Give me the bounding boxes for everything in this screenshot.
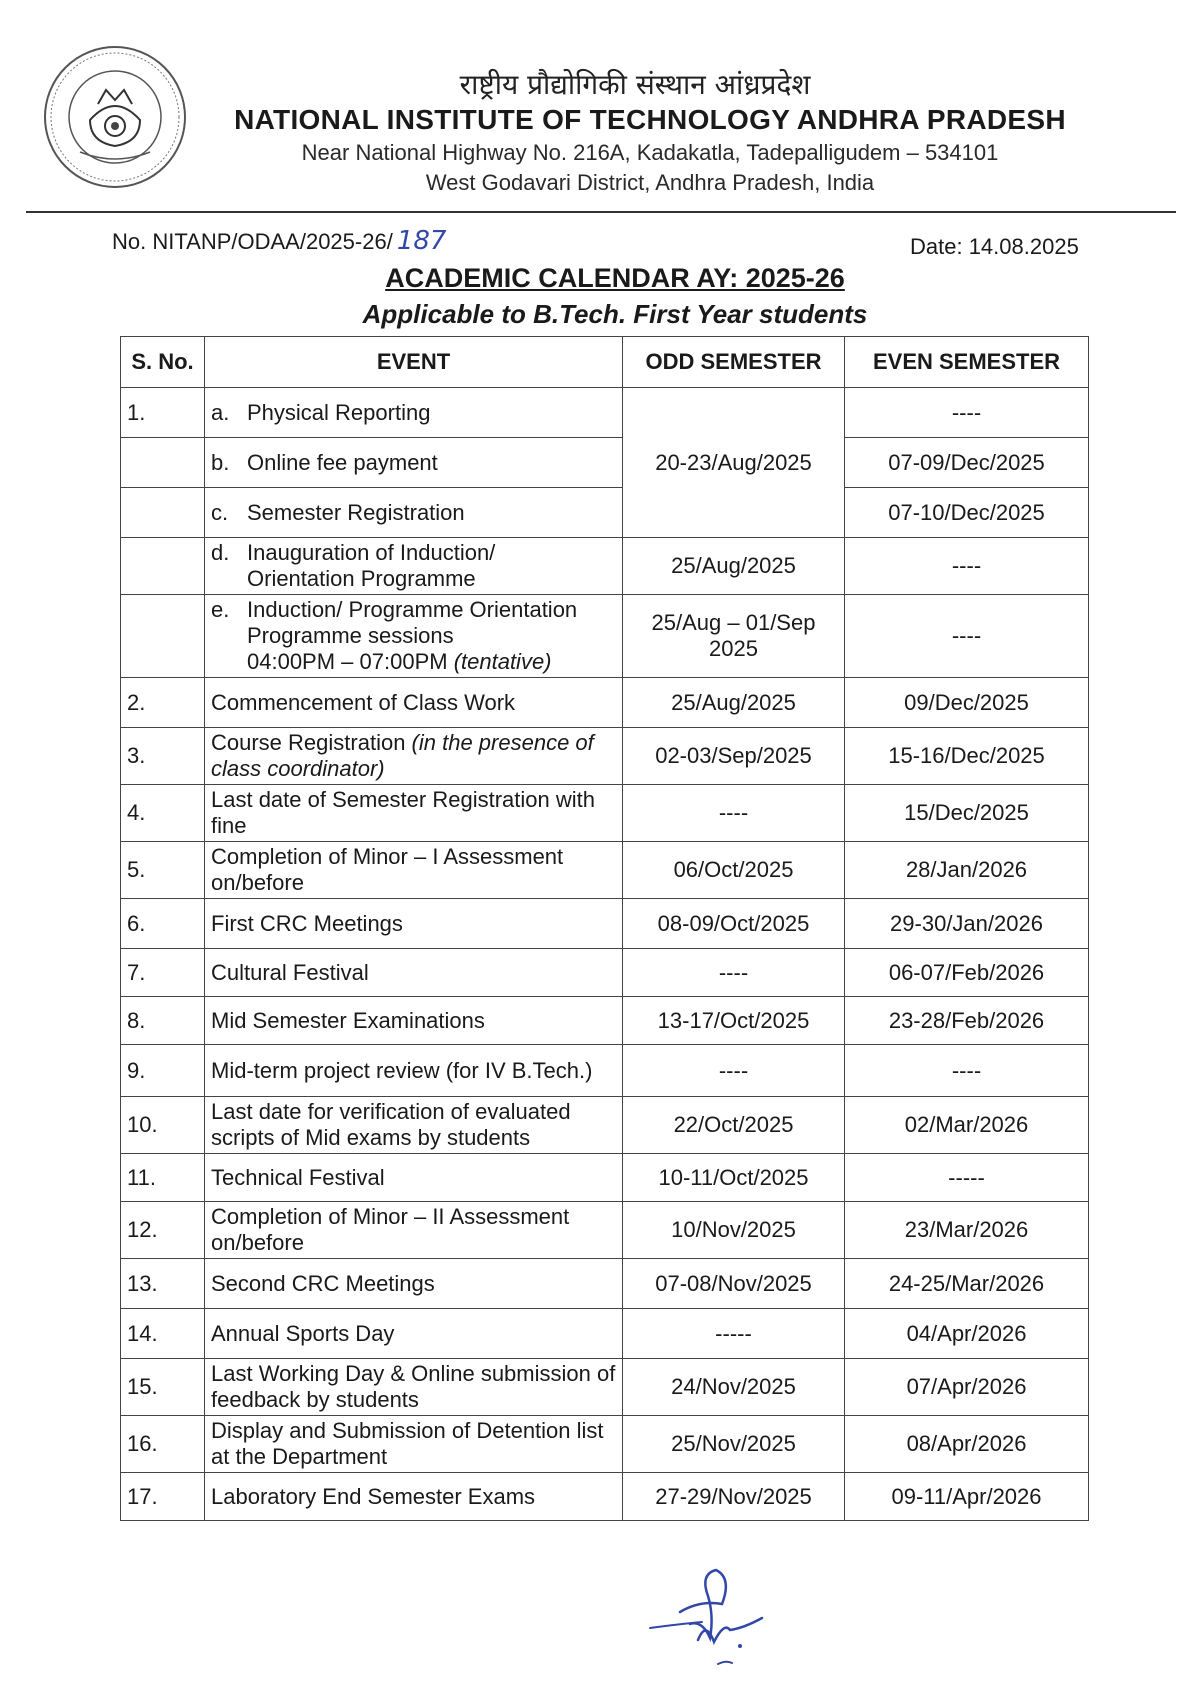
row-event <box>205 1309 623 1359</box>
table-row <box>121 899 1089 949</box>
row-even-date: 15-16/Dec/2025 <box>845 728 1089 785</box>
row-event <box>205 388 623 438</box>
institute-name-hindi: राष्ट्रीय प्रौद्योगिकी संस्थान आंध्रप्रदेश <box>459 68 811 101</box>
row-event <box>205 678 623 728</box>
sub-item-letter: c. <box>211 499 229 525</box>
event-text: Completion of Minor – I Assessment on/before <box>211 844 564 895</box>
event-text: Second CRC Meetings <box>211 1270 435 1296</box>
event-text: Completion of Minor – II Assessment on/before <box>211 1204 570 1255</box>
row-event <box>205 1202 623 1259</box>
row-even-date: 29-30/Jan/2026 <box>845 899 1089 949</box>
reference-handwritten-number: 187 <box>396 226 447 256</box>
table-row <box>121 1097 1089 1154</box>
event-text: Mid Semester Examinations <box>211 1007 485 1033</box>
row-event <box>205 1045 623 1097</box>
row-odd-date: 25/Aug/2025 <box>623 538 845 595</box>
event-text-line: Orientation Programme <box>247 566 476 591</box>
table-row <box>121 388 1089 438</box>
row-even-date: 09/Dec/2025 <box>845 678 1089 728</box>
row-even-date: 07/Apr/2026 <box>845 1359 1089 1416</box>
row-event <box>205 728 623 785</box>
row-event <box>205 1473 623 1521</box>
institute-seal-logo <box>40 42 190 192</box>
row-even-date: ---- <box>845 538 1089 595</box>
row-even-date: 07-09/Dec/2025 <box>845 438 1089 488</box>
row-odd-date: 08-09/Oct/2025 <box>623 899 845 949</box>
sub-item-letter: e. <box>211 597 230 622</box>
table-row <box>121 1416 1089 1473</box>
row-sno: 16. <box>121 1416 205 1473</box>
event-text: Technical Festival <box>211 1164 385 1190</box>
event-text: Course Registration <box>211 730 412 755</box>
event-text: Annual Sports Day <box>211 1320 395 1346</box>
table-row <box>121 949 1089 997</box>
row-event <box>205 488 623 538</box>
row-odd-date: 10-11/Oct/2025 <box>623 1154 845 1202</box>
row-odd-date: 13-17/Oct/2025 <box>623 997 845 1045</box>
table-row <box>121 728 1089 785</box>
address-line-1: Near National Highway No. 216A, Kadakatla, Tadepalligudem – 534101 <box>301 140 999 165</box>
event-text: Online fee payment <box>247 449 438 475</box>
row-sno: 7. <box>121 949 205 997</box>
row-sno <box>121 538 205 595</box>
row-odd-date: ---- <box>623 785 845 842</box>
row-even-date: 08/Apr/2026 <box>845 1416 1089 1473</box>
academic-calendar-table <box>120 336 1089 1521</box>
row-even-date: 23/Mar/2026 <box>845 1202 1089 1259</box>
table-row <box>121 842 1089 899</box>
row-even-date: 06-07/Feb/2026 <box>845 949 1089 997</box>
address-line-2: West Godavari District, Andhra Pradesh, India <box>425 170 875 195</box>
event-text-italic: (tentative) <box>453 649 552 674</box>
table-row <box>121 1473 1089 1521</box>
row-sno <box>121 438 205 488</box>
row-event <box>205 1154 623 1202</box>
row-sno: 3. <box>121 728 205 785</box>
row-odd-date: ---- <box>623 949 845 997</box>
row-sno: 12. <box>121 1202 205 1259</box>
header-divider <box>26 211 1176 213</box>
row-even-date: 24-25/Mar/2026 <box>845 1259 1089 1309</box>
event-text-line: 04:00PM – 07:00PM <box>247 649 454 674</box>
event-text: Last date for verification of evaluated scripts of Mid exams by students <box>211 1099 571 1150</box>
table-row <box>121 488 1089 538</box>
row-event <box>205 595 623 678</box>
event-text: Display and Submission of Detention list at the Department <box>211 1418 604 1469</box>
institute-name: NATIONAL INSTITUTE OF TECHNOLOGY ANDHRA PRADESH <box>234 104 1066 135</box>
letterhead <box>200 68 1100 198</box>
header-event: EVENT <box>205 337 623 388</box>
row-odd-date: 25/Nov/2025 <box>623 1416 845 1473</box>
row-sno: 6. <box>121 899 205 949</box>
table-header-row <box>121 337 1089 388</box>
row-odd-date: 07-08/Nov/2025 <box>623 1259 845 1309</box>
row-sno: 5. <box>121 842 205 899</box>
row-sno: 1. <box>121 388 205 438</box>
row-even-date: ---- <box>845 595 1089 678</box>
date-line: 2025 <box>709 636 758 661</box>
row-event <box>205 949 623 997</box>
document-date: Date: 14.08.2025 <box>910 234 1079 259</box>
row-even-date: 15/Dec/2025 <box>845 785 1089 842</box>
row-even-date: 02/Mar/2026 <box>845 1097 1089 1154</box>
row-sno <box>121 488 205 538</box>
table-row <box>121 595 1089 678</box>
event-text-line: Programme sessions <box>247 623 454 648</box>
date-line: 25/Aug – 01/Sep <box>651 610 816 635</box>
row-even-date: ----- <box>845 1154 1089 1202</box>
table-row <box>121 997 1089 1045</box>
row-odd-date: 25/Aug/2025 <box>623 678 845 728</box>
event-text: Semester Registration <box>247 499 465 525</box>
event-text: Mid-term project review (for IV B.Tech.) <box>211 1057 593 1083</box>
event-text: Laboratory End Semester Exams <box>211 1483 536 1509</box>
table-row <box>121 1259 1089 1309</box>
table-row <box>121 1309 1089 1359</box>
row-odd-date <box>623 595 845 678</box>
row-sno: 2. <box>121 678 205 728</box>
table-row <box>121 538 1089 595</box>
row-event <box>205 538 623 595</box>
table-row <box>121 678 1089 728</box>
reference-prefix: No. NITANP/ODAA/2025-26/ <box>112 229 393 254</box>
row-event <box>205 842 623 899</box>
row-event <box>205 899 623 949</box>
table-row <box>121 785 1089 842</box>
event-text: Physical Reporting <box>247 399 431 425</box>
row-event <box>205 438 623 488</box>
table-row <box>121 1359 1089 1416</box>
signature-image <box>640 1560 810 1670</box>
row-odd-date-shared: 20-23/Aug/2025 <box>623 388 845 538</box>
row-even-date: 07-10/Dec/2025 <box>845 488 1089 538</box>
header-even-semester: EVEN SEMESTER <box>845 337 1089 388</box>
event-text-italic: (in the presence of class coordinator) <box>211 730 594 781</box>
row-sno: 15. <box>121 1359 205 1416</box>
row-event <box>205 1416 623 1473</box>
row-odd-date: 24/Nov/2025 <box>623 1359 845 1416</box>
reference-number <box>112 226 446 257</box>
event-text: Commencement of Class Work <box>211 689 516 715</box>
row-even-date: 04/Apr/2026 <box>845 1309 1089 1359</box>
row-even-date: ---- <box>845 1045 1089 1097</box>
row-even-date: 23-28/Feb/2026 <box>845 997 1089 1045</box>
header-sno: S. No. <box>121 337 205 388</box>
event-text: Cultural Festival <box>211 959 369 985</box>
row-sno: 11. <box>121 1154 205 1202</box>
table-row <box>121 1202 1089 1259</box>
event-text: Last Working Day & Online submission of feedback by students <box>211 1361 616 1412</box>
row-even-date: ---- <box>845 388 1089 438</box>
event-text: First CRC Meetings <box>211 910 403 936</box>
row-sno: 4. <box>121 785 205 842</box>
row-odd-date: ----- <box>623 1309 845 1359</box>
row-event <box>205 785 623 842</box>
row-even-date: 09-11/Apr/2026 <box>845 1473 1089 1521</box>
row-odd-date: 22/Oct/2025 <box>623 1097 845 1154</box>
row-sno: 17. <box>121 1473 205 1521</box>
table-row <box>121 1045 1089 1097</box>
row-odd-date: 27-29/Nov/2025 <box>623 1473 845 1521</box>
row-sno: 14. <box>121 1309 205 1359</box>
row-even-date: 28/Jan/2026 <box>845 842 1089 899</box>
sub-item-letter: b. <box>211 449 230 475</box>
header-odd-semester: ODD SEMESTER <box>623 337 845 388</box>
table-row <box>121 438 1089 488</box>
row-odd-date: 06/Oct/2025 <box>623 842 845 899</box>
document-subtitle: Applicable to B.Tech. First Year students <box>362 299 868 329</box>
event-text-line: Inauguration of Induction/ <box>247 540 496 565</box>
row-event <box>205 1259 623 1309</box>
sub-item-letter: d. <box>211 540 230 565</box>
sub-item-letter: a. <box>211 399 230 425</box>
row-sno: 8. <box>121 997 205 1045</box>
row-odd-date: ---- <box>623 1045 845 1097</box>
table-row <box>121 1154 1089 1202</box>
row-event <box>205 1359 623 1416</box>
row-sno: 13. <box>121 1259 205 1309</box>
row-odd-date: 10/Nov/2025 <box>623 1202 845 1259</box>
event-text: Last date of Semester Registration with fine <box>211 787 595 838</box>
row-sno <box>121 595 205 678</box>
row-event <box>205 997 623 1045</box>
document-title: ACADEMIC CALENDAR AY: 2025-26 <box>385 263 845 293</box>
event-text-line: Induction/ Programme Orientation <box>247 597 578 622</box>
row-event <box>205 1097 623 1154</box>
row-sno: 9. <box>121 1045 205 1097</box>
row-sno: 10. <box>121 1097 205 1154</box>
row-odd-date: 02-03/Sep/2025 <box>623 728 845 785</box>
